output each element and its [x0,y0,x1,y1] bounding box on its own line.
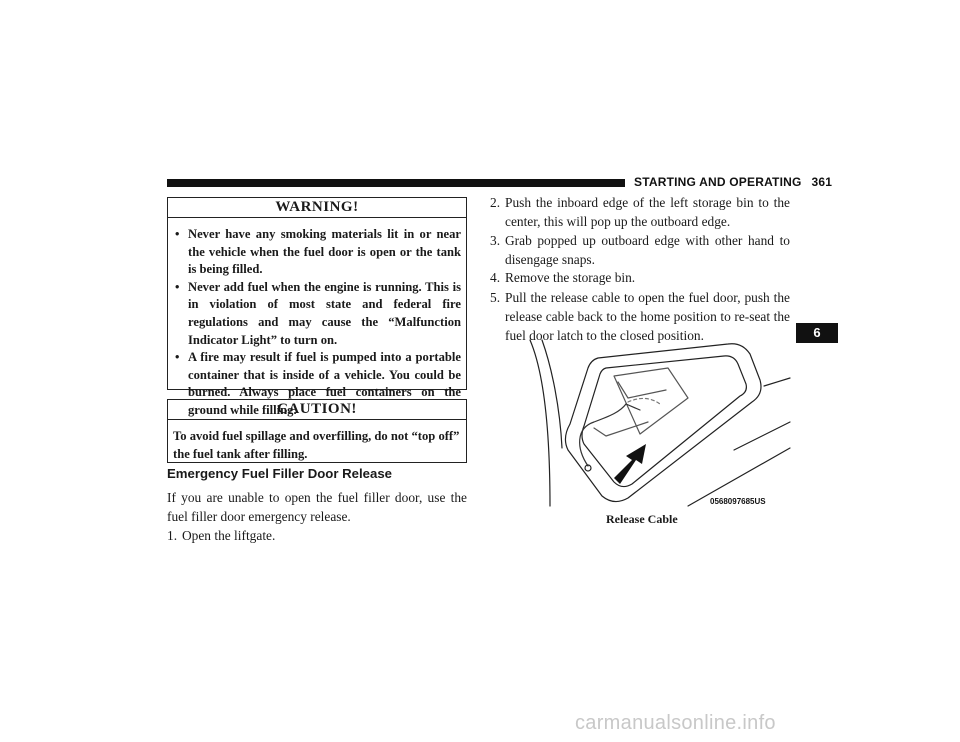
release-cable-illustration [528,338,792,508]
figure-id: 0568097685US [710,497,766,506]
caution-text: To avoid fuel spillage and overfilling, do not “top off” the fuel tank after filling. [173,429,460,461]
warning-title: WARNING! [168,198,466,218]
step-number: 3. [490,233,501,248]
step-number: 2. [490,195,501,210]
step-item [167,526,467,545]
step-item [490,288,790,345]
header-rule [167,179,625,187]
step-number: 4. [490,270,501,285]
chapter-tab: 6 [796,323,838,343]
warning-item-text: Never add fuel when the engine is running. This is in violation of most state and federal fire regulations and may cause the “Malfunction Indicator Light” to turn on. [188,279,461,347]
step-number: 5. [490,290,501,305]
warning-item-text: A fire may result if fuel is pumped into a portable container that is inside of a vehicle. You could be burned. Always place fuel containers on the ground while filling. [188,350,461,417]
section-title: STARTING AND OPERATING [634,175,802,189]
bullet-icon: • [175,350,180,365]
page-number: 361 [811,175,833,189]
section-heading: Emergency Fuel Filler Door Release [167,466,393,481]
bullet-icon: • [175,227,180,241]
caution-title: CAUTION! [168,400,466,420]
intro-paragraph: If you are unable to open the fuel filler door, use the fuel filler door emergency release. [167,490,467,524]
watermark: carmanualsonline.info [575,712,776,734]
running-header [634,175,832,189]
warning-item-text: Never have any smoking materials lit in or near the vehicle when the fuel door is open or the tank is being filled. [188,227,461,277]
step-text: Grab popped up outboard edge with other hand to disengage snaps. [505,233,790,267]
step-item [490,268,790,287]
step-text: Push the inboard edge of the left storage bin to the center, this will pop up the outboard edge. [505,195,790,229]
bullet-icon: • [175,279,180,294]
step-text: Open the liftgate. [182,528,276,543]
caution-box [167,399,467,463]
warning-list [168,226,466,420]
step-item [490,231,790,269]
warning-item [173,279,461,349]
step-text: Pull the release cable to open the fuel door, push the release cable back to the home position to re-seat the fuel door latch to the closed position. [505,290,790,343]
warning-item [173,226,461,279]
step-text: Remove the storage bin. [505,270,636,285]
step-item [490,193,790,231]
figure-caption: Release Cable [606,512,678,526]
step-number: 1. [167,528,178,543]
